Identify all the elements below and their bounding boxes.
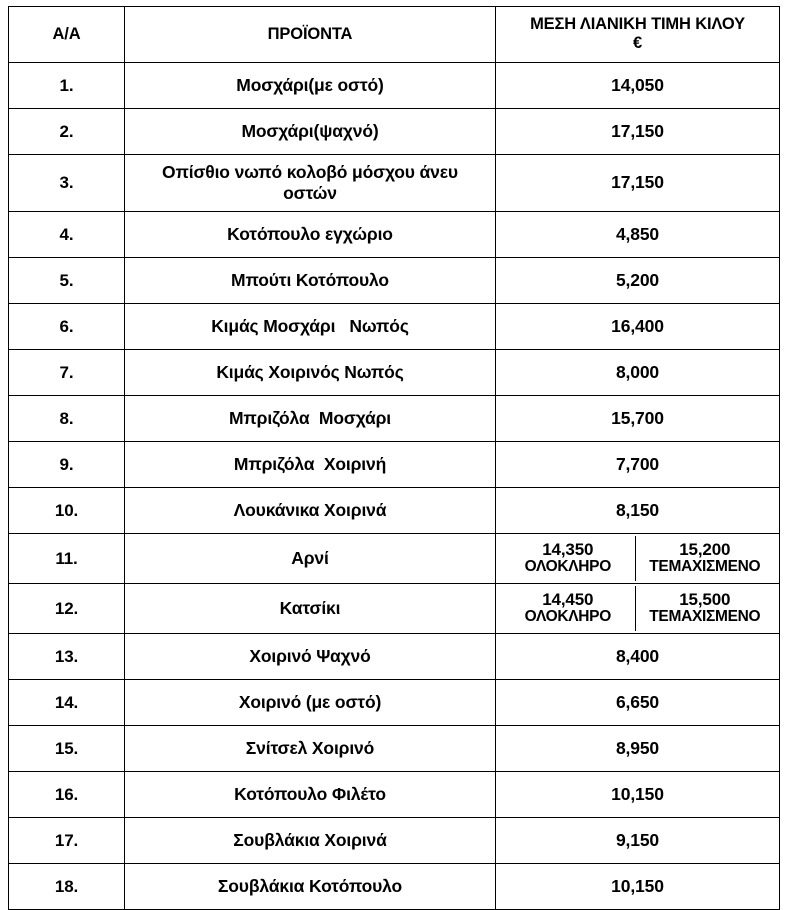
- table-row: [9, 584, 780, 634]
- price-cut-value: 15,500: [679, 589, 731, 609]
- price-cell: 4,850: [496, 212, 780, 258]
- product-name-cell: Κοτόπουλο Φιλέτο: [125, 772, 496, 818]
- table-row: [9, 864, 780, 910]
- table-row: [9, 396, 780, 442]
- price-cell: 7,700: [496, 442, 780, 488]
- price-cell: 17,150: [496, 155, 780, 212]
- price-variant-left: [501, 586, 636, 631]
- product-name-cell: Μπριζόλα Μοσχάρι: [125, 396, 496, 442]
- price-cell: 9,150: [496, 818, 780, 864]
- table-row: [9, 258, 780, 304]
- product-name-cell: Χοιρινό Ψαχνό: [125, 634, 496, 680]
- price-cell: 8,400: [496, 634, 780, 680]
- table-row: [9, 350, 780, 396]
- price-cell: 8,000: [496, 350, 780, 396]
- price-cut-label: ΤΕΜΑΧΙΣΜΕΝΟ: [649, 558, 761, 576]
- price-cell-split: [496, 534, 780, 584]
- row-index-cell: 4.: [9, 212, 125, 258]
- table-row: [9, 155, 780, 212]
- table-row: [9, 772, 780, 818]
- product-name-cell: Μοσχάρι(με οστό): [125, 63, 496, 109]
- row-index-cell: 16.: [9, 772, 125, 818]
- table-body: [9, 63, 780, 910]
- product-name-cell: Αρνί: [125, 534, 496, 584]
- table-row: [9, 63, 780, 109]
- price-variant-left: [501, 536, 636, 581]
- product-name-cell: Μοσχάρι(ψαχνό): [125, 109, 496, 155]
- price-cell: 14,050: [496, 63, 780, 109]
- table-row: [9, 304, 780, 350]
- table-row: [9, 818, 780, 864]
- price-cell: 15,700: [496, 396, 780, 442]
- row-index-cell: 2.: [9, 109, 125, 155]
- product-name-cell: Χοιρινό (με οστό): [125, 680, 496, 726]
- row-index-cell: 8.: [9, 396, 125, 442]
- row-index-cell: 12.: [9, 584, 125, 634]
- price-list-table: [8, 6, 780, 910]
- price-whole-value: 14,350: [542, 539, 594, 559]
- price-cell: 17,150: [496, 109, 780, 155]
- product-name-cell: Σουβλάκια Χοιρινά: [125, 818, 496, 864]
- price-cell: 10,150: [496, 772, 780, 818]
- product-name-cell: Μπριζόλα Χοιρινή: [125, 442, 496, 488]
- row-index-cell: 7.: [9, 350, 125, 396]
- product-name-cell: Κιμάς Μοσχάρι Νωπός: [125, 304, 496, 350]
- table-header-row: [9, 7, 780, 63]
- product-name-cell: Κατσίκι: [125, 584, 496, 634]
- product-name-cell: Μπούτι Κοτόπουλο: [125, 258, 496, 304]
- product-name-cell: Λουκάνικα Χοιρινά: [125, 488, 496, 534]
- price-cell: 8,950: [496, 726, 780, 772]
- product-name-cell: Οπίσθιο νωπό κολοβό μόσχου άνευ οστών: [125, 155, 496, 212]
- row-index-cell: 11.: [9, 534, 125, 584]
- row-index-cell: 5.: [9, 258, 125, 304]
- row-index-cell: 17.: [9, 818, 125, 864]
- row-index-cell: 13.: [9, 634, 125, 680]
- table-row: [9, 488, 780, 534]
- column-header-price-line1: ΜΕΣΗ ΛΙΑΝΙΚΗ ΤΙΜΗ ΚΙΛΟΥ: [530, 15, 745, 34]
- price-cut-label: ΤΕΜΑΧΙΣΜΕΝΟ: [649, 608, 761, 626]
- product-name-cell: Κιμάς Χοιρινός Νωπός: [125, 350, 496, 396]
- row-index-cell: 10.: [9, 488, 125, 534]
- product-name-cell: Κοτόπουλο εγχώριο: [125, 212, 496, 258]
- row-index-cell: 18.: [9, 864, 125, 910]
- price-cell: 8,150: [496, 488, 780, 534]
- table-header: [9, 7, 780, 63]
- table-row: [9, 634, 780, 680]
- table-row: [9, 109, 780, 155]
- price-cell: 6,650: [496, 680, 780, 726]
- price-variant-right: [636, 586, 774, 631]
- row-index-cell: 15.: [9, 726, 125, 772]
- price-variant-right: [636, 536, 774, 581]
- table-row: [9, 212, 780, 258]
- row-index-cell: 14.: [9, 680, 125, 726]
- price-whole-label: ΟΛΟΚΛΗΡΟ: [524, 608, 611, 626]
- price-cell: 5,200: [496, 258, 780, 304]
- product-name-cell: Σνίτσελ Χοιρινό: [125, 726, 496, 772]
- price-split-wrapper: [501, 586, 774, 631]
- row-index-cell: 3.: [9, 155, 125, 212]
- price-cut-value: 15,200: [679, 539, 731, 559]
- table-row: [9, 680, 780, 726]
- column-header-aa: Α/Α: [9, 7, 125, 63]
- price-whole-label: ΟΛΟΚΛΗΡΟ: [524, 558, 611, 576]
- table-row: [9, 534, 780, 584]
- row-index-cell: 9.: [9, 442, 125, 488]
- product-name-cell: Σουβλάκια Κοτόπουλο: [125, 864, 496, 910]
- table-row: [9, 726, 780, 772]
- column-header-product: ΠΡΟΪΟΝΤΑ: [125, 7, 496, 63]
- price-cell: 10,150: [496, 864, 780, 910]
- price-cell-split: [496, 584, 780, 634]
- row-index-cell: 1.: [9, 63, 125, 109]
- column-header-price: [496, 7, 780, 63]
- price-cell: 16,400: [496, 304, 780, 350]
- price-split-wrapper: [501, 536, 774, 581]
- row-index-cell: 6.: [9, 304, 125, 350]
- price-whole-value: 14,450: [542, 589, 594, 609]
- column-header-price-currency: €: [632, 34, 643, 52]
- table-row: [9, 442, 780, 488]
